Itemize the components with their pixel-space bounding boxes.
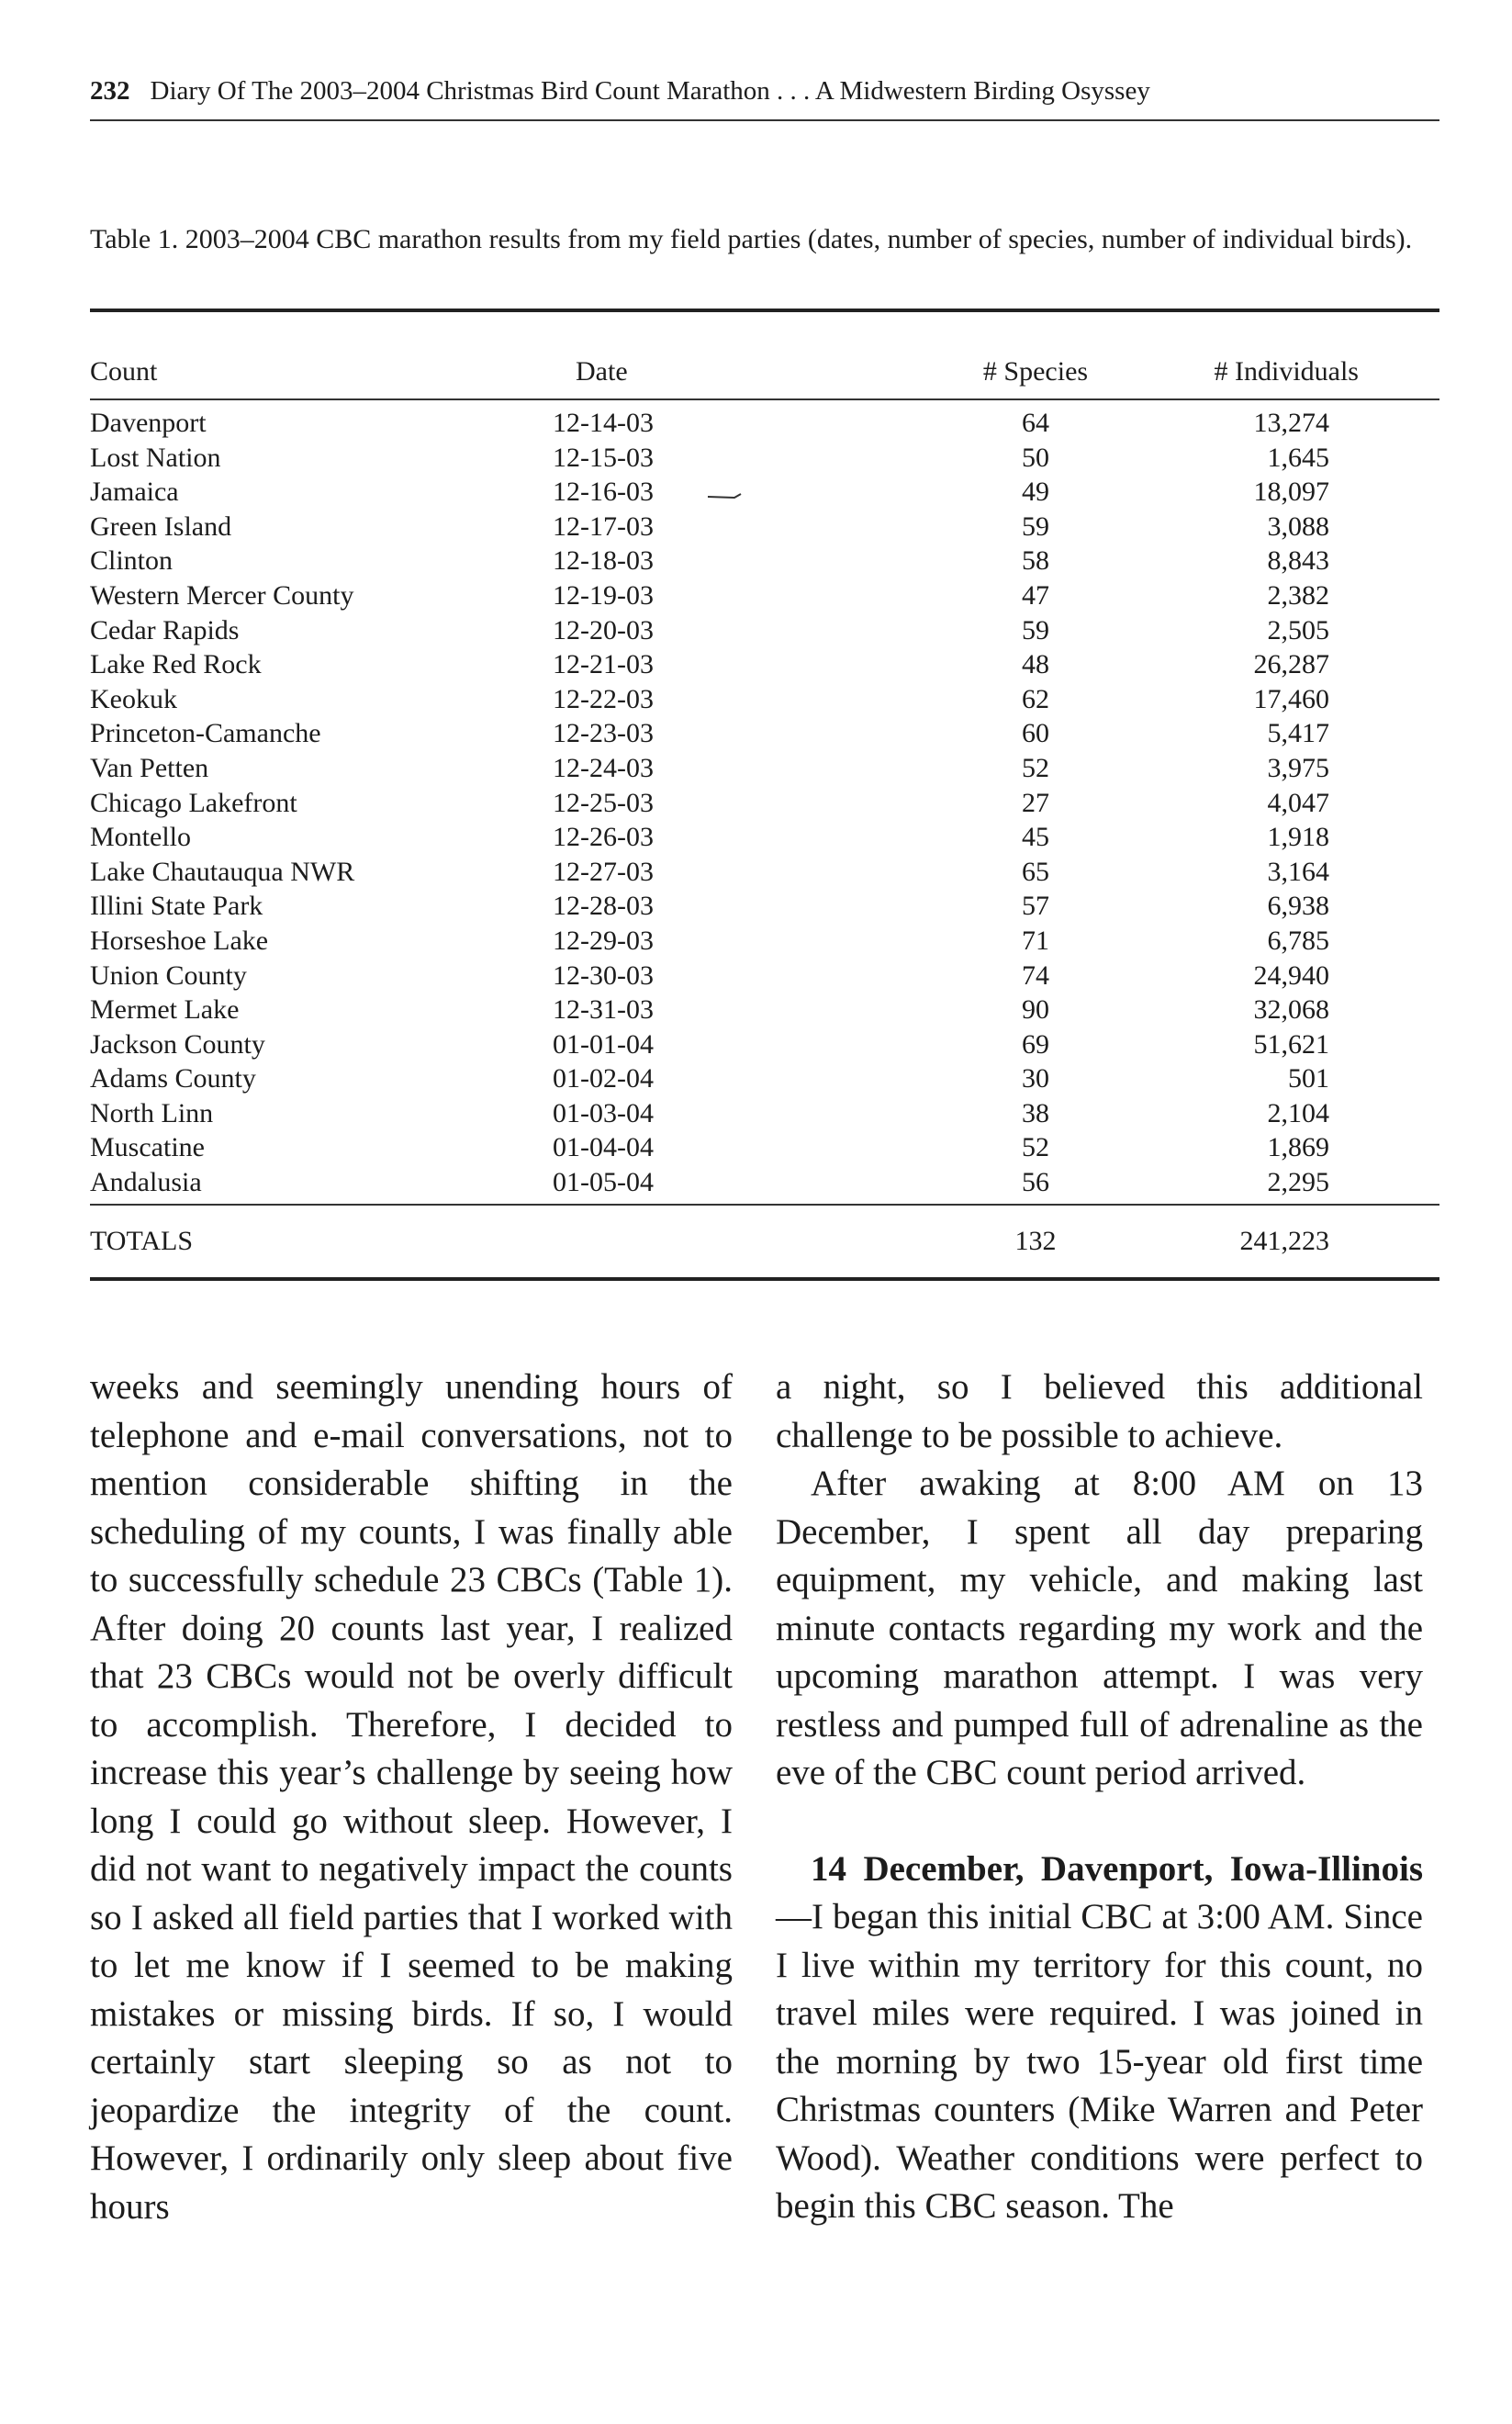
- cell-count: Muscatine: [90, 1132, 205, 1163]
- cell-count: North Linn: [90, 1097, 214, 1128]
- cell-date: 12-16-03: [553, 477, 654, 508]
- cell-species: 27: [1022, 787, 1049, 818]
- table-row: [90, 924, 1439, 959]
- col-header-species: # Species: [982, 356, 1089, 387]
- running-header: [90, 75, 1439, 107]
- cell-individuals: 18,097: [1253, 477, 1329, 508]
- cell-individuals: 1,918: [1267, 822, 1329, 853]
- table-row: [90, 1027, 1439, 1062]
- cell-species: 56: [1022, 1167, 1049, 1198]
- cell-count: Lake Chautauqua NWR: [90, 856, 355, 887]
- cell-count: Adams County: [90, 1063, 256, 1094]
- cell-count: Clinton: [90, 545, 174, 577]
- totals-row: [90, 1224, 1439, 1259]
- cell-species: 59: [1022, 614, 1049, 645]
- cell-date: 12-21-03: [553, 649, 654, 680]
- col-header-count: Count: [90, 356, 158, 387]
- cell-date: 12-23-03: [553, 718, 654, 749]
- cell-date: 12-17-03: [553, 511, 654, 542]
- cell-date: 12-29-03: [553, 925, 654, 956]
- cell-count: Jackson County: [90, 1028, 265, 1060]
- table-row: [90, 647, 1439, 682]
- col-header-individuals: # Individuals: [1214, 356, 1359, 387]
- cell-individuals: 8,843: [1267, 545, 1329, 577]
- section-spacer: [776, 1798, 1423, 1846]
- cell-individuals: 3,975: [1267, 752, 1329, 783]
- cell-date: 12-24-03: [553, 752, 654, 783]
- cell-count: Montello: [90, 822, 191, 853]
- cell-individuals: 2,295: [1267, 1167, 1329, 1198]
- cell-individuals: 1,869: [1267, 1132, 1329, 1163]
- cell-count: Princeton-Camanche: [90, 718, 321, 749]
- cell-species: 64: [1022, 408, 1049, 438]
- header-underline: [90, 398, 1439, 400]
- cell-date: 12-22-03: [553, 683, 654, 714]
- cell-species: 57: [1022, 891, 1049, 922]
- cell-count: Union County: [90, 960, 247, 991]
- table-row: [90, 786, 1439, 821]
- cell-count: Van Petten: [90, 752, 209, 783]
- table-row: [90, 716, 1439, 751]
- cell-individuals: 4,047: [1267, 787, 1329, 818]
- body-paragraph: After awaking at 8:00 AM on 13 December, I spent all day preparing equipment, my vehicle, and making last minute contacts regarding my work and the upcoming marathon attempt. I was very restless and pumped full of adrenaline as the eve of the CBC count period arrived.: [776, 1464, 1423, 1792]
- table-row: [90, 510, 1439, 544]
- cell-species: 48: [1022, 649, 1049, 680]
- table-row: [90, 475, 1439, 510]
- table-row: [90, 613, 1439, 648]
- col-header-date: Date: [576, 356, 628, 387]
- cell-species: 65: [1022, 856, 1049, 887]
- table-row: [90, 993, 1439, 1027]
- table-row: [90, 1130, 1439, 1165]
- cell-species: 62: [1022, 683, 1049, 714]
- cell-date: 01-05-04: [553, 1167, 654, 1198]
- table-row: [90, 889, 1439, 924]
- cell-individuals: 17,460: [1253, 683, 1329, 714]
- table-row: [90, 682, 1439, 717]
- cell-individuals: 3,164: [1267, 856, 1329, 887]
- table-bottom-rule: [90, 1277, 1439, 1281]
- cell-date: 12-15-03: [553, 442, 654, 473]
- cell-individuals: 3,088: [1267, 511, 1329, 542]
- totals-label: TOTALS: [90, 1226, 194, 1256]
- table-row: [90, 544, 1439, 578]
- table-caption: Table 1. 2003–2004 CBC marathon results from my field parties (dates, number of species, number of individual birds).: [90, 224, 1413, 254]
- cell-species: 60: [1022, 718, 1049, 749]
- cell-species: 52: [1022, 752, 1049, 783]
- cell-count: Horseshoe Lake: [90, 925, 269, 956]
- cell-individuals: 6,785: [1267, 925, 1329, 956]
- cell-individuals: 13,274: [1253, 408, 1329, 438]
- header-rule: [90, 119, 1439, 121]
- table-row: [90, 578, 1439, 613]
- cell-species: 71: [1022, 925, 1049, 956]
- table-row: [90, 406, 1439, 441]
- cell-individuals: 2,104: [1267, 1097, 1329, 1128]
- cell-individuals: 51,621: [1253, 1028, 1329, 1060]
- cell-count: Davenport: [90, 408, 207, 438]
- cell-date: 12-28-03: [553, 891, 654, 922]
- cell-date: 01-01-04: [553, 1028, 654, 1060]
- body-paragraph: weeks and seemingly unending hours of telephone and e-mail conversations, not to mention considerable shifting in the scheduling of my counts, I was finally able to successfully schedule 23 CBCs (Table 1). After doing 20 counts last year, I realized that 23 CBCs would not be overly difficult to accomplish. Therefore, I decided to increase this year’s challenge by seeing how long I could go without sleep. However, I did not want to negatively impact the counts so I asked all field parties that I worked with to let me know if I seemed to be making mistakes or missing birds. If so, I would certainly start sleeping so as not to jeopardize the integrity of the count. However, I ordinarily only sleep about five hours: [90, 1367, 733, 2227]
- cell-count: Andalusia: [90, 1167, 202, 1198]
- table-row: [90, 820, 1439, 855]
- cell-species: 38: [1022, 1097, 1049, 1128]
- cell-count: Cedar Rapids: [90, 614, 240, 645]
- cell-species: 47: [1022, 579, 1049, 611]
- cell-count: Jamaica: [90, 477, 179, 508]
- body-left-column: [90, 1364, 733, 2231]
- cell-date: 12-19-03: [553, 579, 654, 611]
- cell-count: Illini State Park: [90, 891, 263, 922]
- cell-individuals: 501: [1288, 1063, 1329, 1094]
- cell-count: Mermet Lake: [90, 994, 240, 1026]
- cell-individuals: 5,417: [1267, 718, 1329, 749]
- section-text: —I began this initial CBC at 3:00 AM. Since I live within my territory for this count, no travel miles were required. I was joined in the morning by two 15-year old first time Christmas counters (Mike Warren and Peter Wood). Weather conditions were perfect to begin this CBC season. The: [776, 1897, 1423, 2226]
- body-paragraph: a night, so I believed this additional challenge to be possible to achieve.: [776, 1367, 1423, 1455]
- table-row: [90, 1096, 1439, 1131]
- cell-species: 69: [1022, 1028, 1049, 1060]
- table-row: [90, 1061, 1439, 1096]
- cell-individuals: 32,068: [1253, 994, 1329, 1026]
- cell-date: 12-18-03: [553, 545, 654, 577]
- table-row: [90, 441, 1439, 476]
- cell-individuals: 26,287: [1253, 649, 1329, 680]
- cell-species: 59: [1022, 511, 1049, 542]
- cell-date: 12-30-03: [553, 960, 654, 991]
- totals-individuals: 241,223: [1239, 1226, 1329, 1256]
- cell-count: Keokuk: [90, 683, 177, 714]
- totals-rule: [90, 1204, 1439, 1206]
- cell-individuals: 2,505: [1267, 614, 1329, 645]
- cell-date: 12-26-03: [553, 822, 654, 853]
- cell-species: 45: [1022, 822, 1049, 853]
- section-heading: 14 December, Davenport, Iowa-Illinois: [811, 1848, 1423, 1889]
- totals-species: 132: [1014, 1226, 1057, 1256]
- table-top-rule: [90, 309, 1439, 312]
- cell-individuals: 1,645: [1267, 442, 1329, 473]
- cell-count: Chicago Lakefront: [90, 787, 297, 818]
- cell-species: 49: [1022, 477, 1049, 508]
- cell-date: 12-20-03: [553, 614, 654, 645]
- cell-count: Western Mercer County: [90, 579, 354, 611]
- cell-species: 74: [1022, 960, 1049, 991]
- page-number: 232: [90, 76, 130, 106]
- table-row: [90, 751, 1439, 786]
- cell-species: 90: [1022, 994, 1049, 1026]
- cell-individuals: 24,940: [1253, 960, 1329, 991]
- cell-date: 12-25-03: [553, 787, 654, 818]
- cell-individuals: 6,938: [1267, 891, 1329, 922]
- cell-species: 52: [1022, 1132, 1049, 1163]
- cell-count: Lost Nation: [90, 442, 221, 473]
- table-row: [90, 855, 1439, 890]
- cell-date: 01-04-04: [553, 1132, 654, 1163]
- cell-count: Lake Red Rock: [90, 649, 262, 680]
- cell-date: 12-31-03: [553, 994, 654, 1026]
- cell-date: 01-03-04: [553, 1097, 654, 1128]
- table-row: [90, 959, 1439, 993]
- cell-species: 50: [1022, 442, 1049, 473]
- cell-individuals: 2,382: [1267, 579, 1329, 611]
- cell-date: 01-02-04: [553, 1063, 654, 1094]
- table-row: [90, 1165, 1439, 1200]
- cell-species: 30: [1022, 1063, 1049, 1094]
- cell-species: 58: [1022, 545, 1049, 577]
- body-right-column: [776, 1364, 1423, 2231]
- section-paragraph: [776, 1846, 1423, 2231]
- cell-count: Green Island: [90, 511, 232, 542]
- cell-date: 12-14-03: [553, 408, 654, 438]
- table-body: [90, 406, 1439, 1200]
- running-title: Diary Of The 2003–2004 Christmas Bird Count Marathon . . . A Midwestern Birding Osyssey: [150, 76, 1150, 106]
- cell-date: 12-27-03: [553, 856, 654, 887]
